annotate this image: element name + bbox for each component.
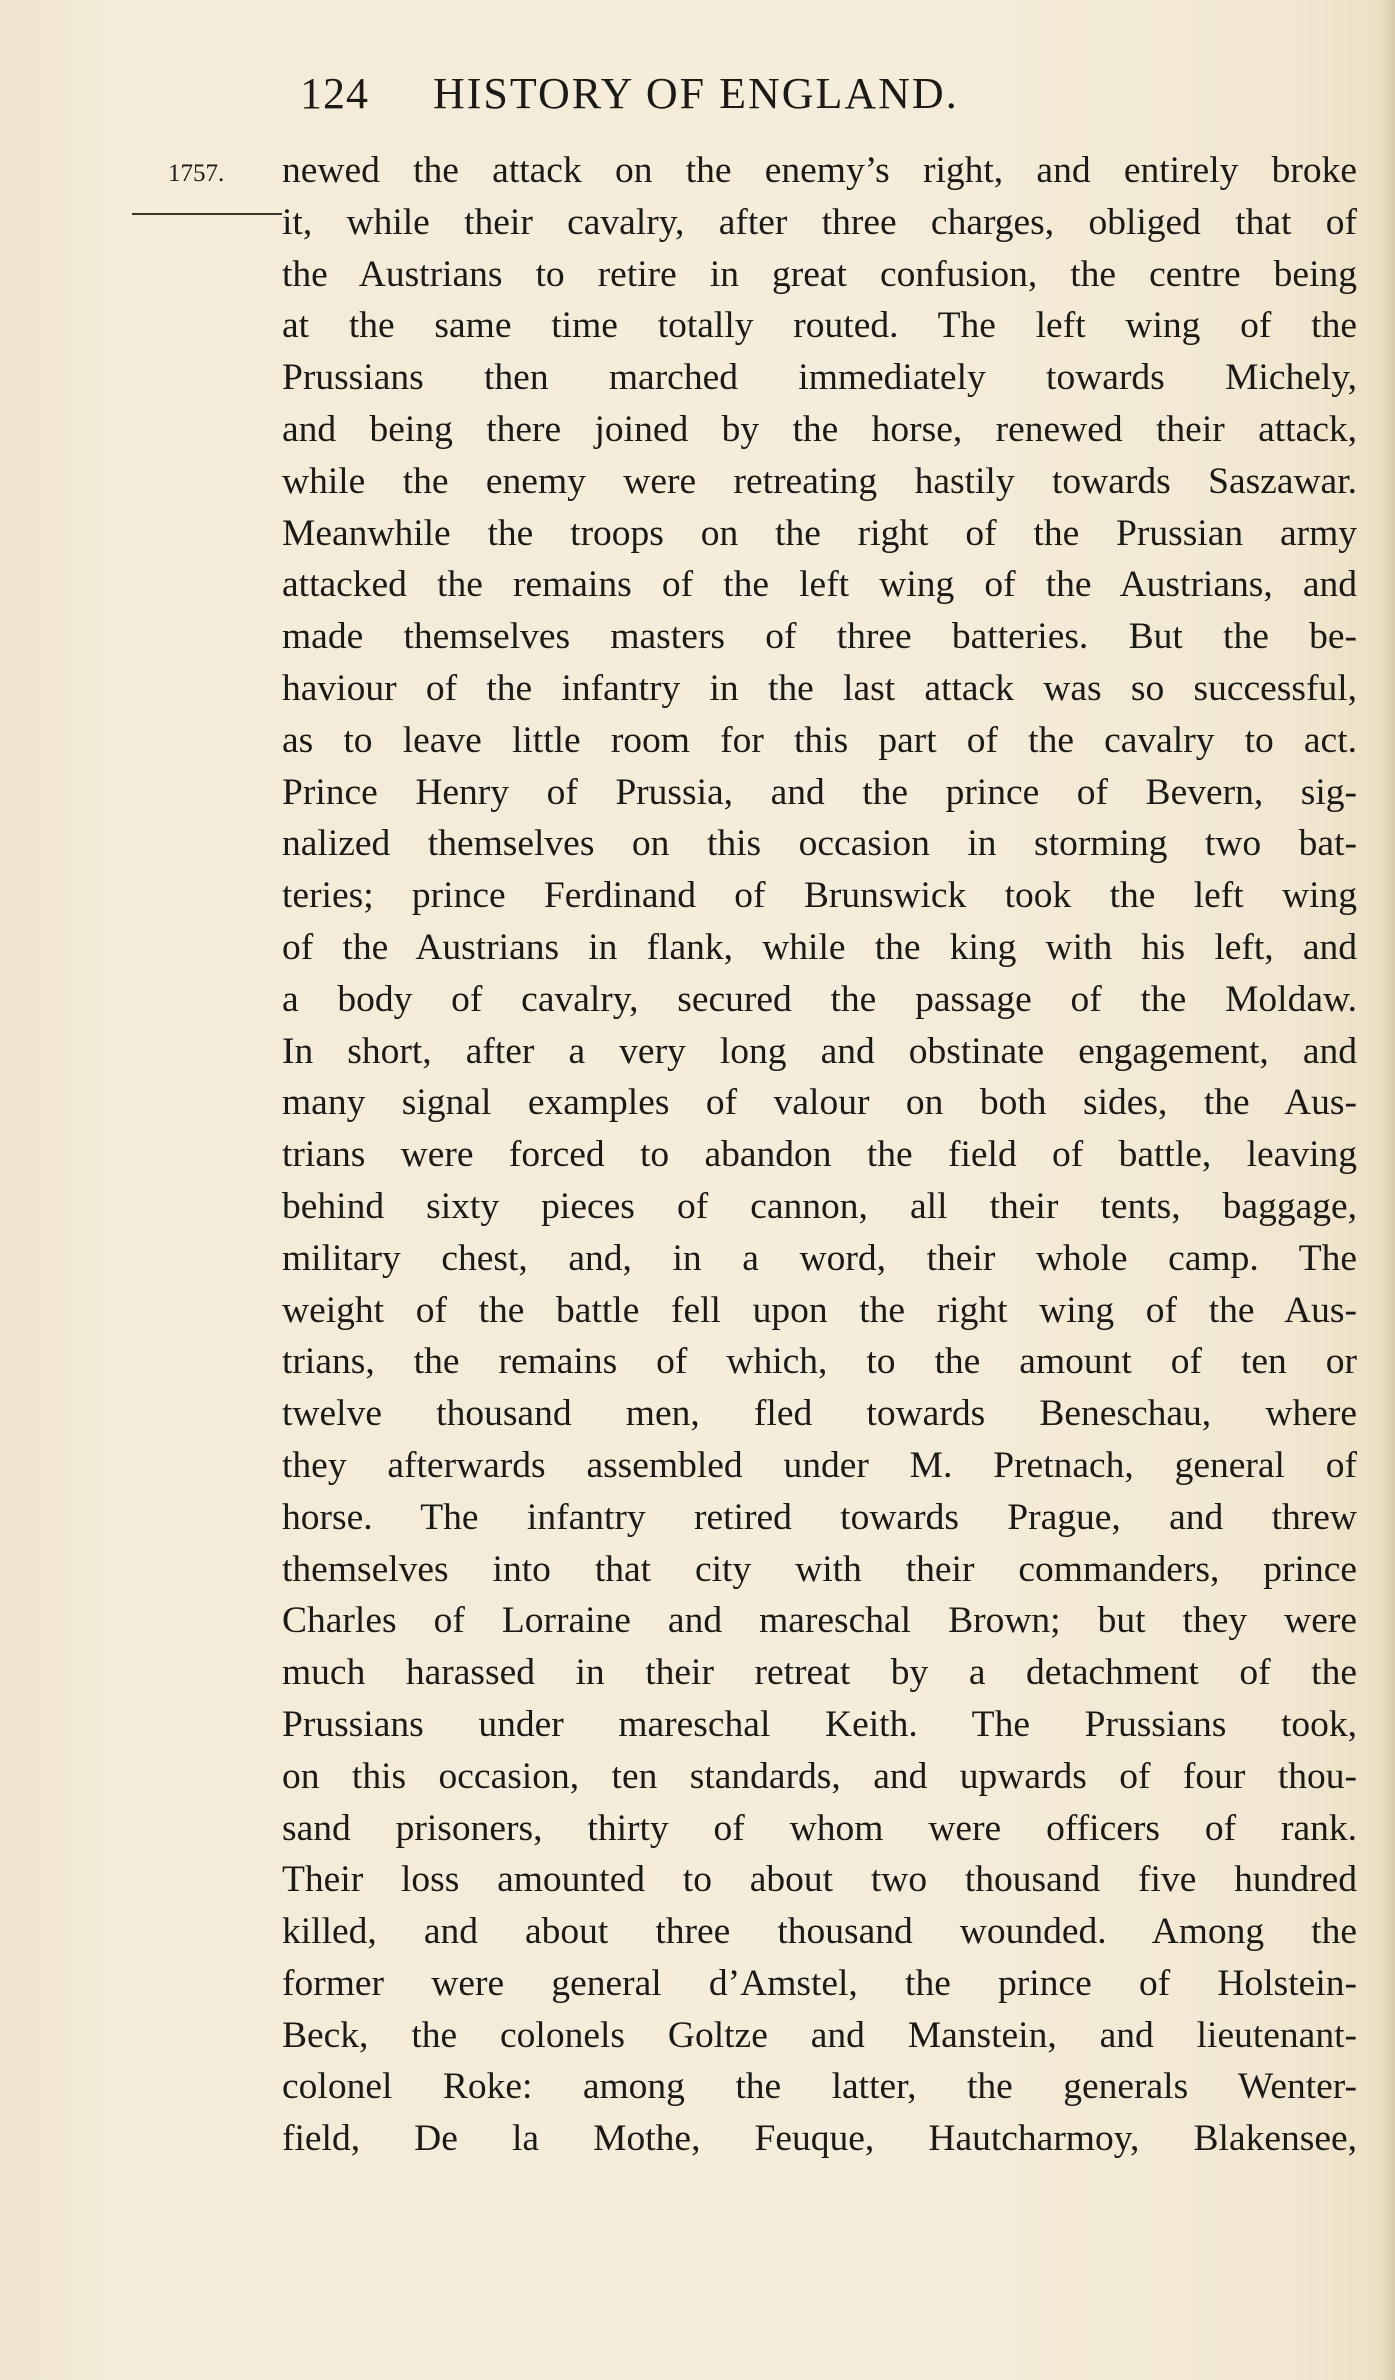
text-line: nalized themselves on this occasion in storming two bat- [282,823,1357,865]
text-line: haviour of the infantry in the last attack was so successful, [282,667,1357,709]
text-line: sand prisoners, thirty of whom were officers of rank. [282,1807,1357,1849]
text-line: it, while their cavalry, after three charges, obliged that of [282,201,1357,243]
body-text [282,145,1357,2165]
text-line: weight of the battle fell upon the right wing of the Aus- [282,1289,1357,1331]
page-number: 124 [300,69,369,118]
text-line: attacked the remains of the left wing of the Austrians, and [282,564,1357,606]
text-line: Prince Henry of Prussia, and the prince of Bevern, sig- [282,771,1357,813]
text-line: Meanwhile the troops on the right of the Prussian army [282,512,1357,554]
text-line: many signal examples of valour on both sides, the Aus- [282,1082,1357,1124]
text-line: trians were forced to abandon the field of battle, leaving [282,1134,1357,1176]
text-line: while the enemy were retreating hastily towards Saszawar. [282,460,1357,502]
text-line: the Austrians to retire in great confusion, the centre being [282,253,1357,295]
text-line: twelve thousand men, fled towards Beneschau, where [282,1393,1357,1435]
text-line: In short, after a very long and obstinate engagement, and [282,1030,1357,1072]
running-title: HISTORY OF ENGLAND. [433,69,959,118]
text-line: military chest, and, in a word, their whole camp. The [282,1237,1357,1279]
running-header [300,68,959,119]
text-line: Prussians then marched immediately towards Michely, [282,357,1357,399]
text-line: newed the attack on the enemy’s right, and entirely broke [282,150,1357,191]
text-line: on this occasion, ten standards, and upwards of four thou- [282,1755,1357,1797]
text-line: trians, the remains of which, to the amount of ten or [282,1341,1357,1383]
text-line: themselves into that city with their commanders, prince [282,1548,1357,1590]
text-line: field, De la Mothe, Feuque, Hautcharmoy, Blakensee, [282,2118,1357,2160]
text-line: as to leave little room for this part of the cavalry to act. [282,719,1357,761]
page-edge-shadow [1381,0,1395,2380]
text-line: former were general d’Amstel, the prince of Holstein- [282,1962,1357,2004]
text-line: Beck, the colonels Goltze and Manstein, and lieutenant- [282,2014,1357,2056]
text-line: at the same time totally routed. The left wing of the [282,305,1357,347]
text-line: killed, and about three thousand wounded. Among the [282,1911,1357,1953]
text-line: they afterwards assembled under M. Pretnach, general of [282,1444,1357,1486]
text-line: teries; prince Ferdinand of Brunswick took the left wing [282,875,1357,917]
text-line: made themselves masters of three batteries. But the be- [282,616,1357,658]
text-line: a body of cavalry, secured the passage of the Moldaw. [282,978,1357,1020]
text-line: colonel Roke: among the latter, the generals Wenter- [282,2066,1357,2108]
text-line: Charles of Lorraine and mareschal Brown; but they were [282,1600,1357,1642]
text-line: Prussians under mareschal Keith. The Prussians took, [282,1703,1357,1745]
margin-year: 1757. [168,160,225,187]
text-line: of the Austrians in flank, while the king with his left, and [282,926,1357,968]
text-line: much harassed in their retreat by a detachment of the [282,1652,1357,1694]
text-line: horse. The infantry retired towards Prague, and threw [282,1496,1357,1538]
margin-rule [132,213,282,215]
text-line: behind sixty pieces of cannon, all their tents, baggage, [282,1185,1357,1227]
text-line: Their loss amounted to about two thousand five hundred [282,1859,1357,1901]
text-line: and being there joined by the horse, renewed their attack, [282,408,1357,450]
